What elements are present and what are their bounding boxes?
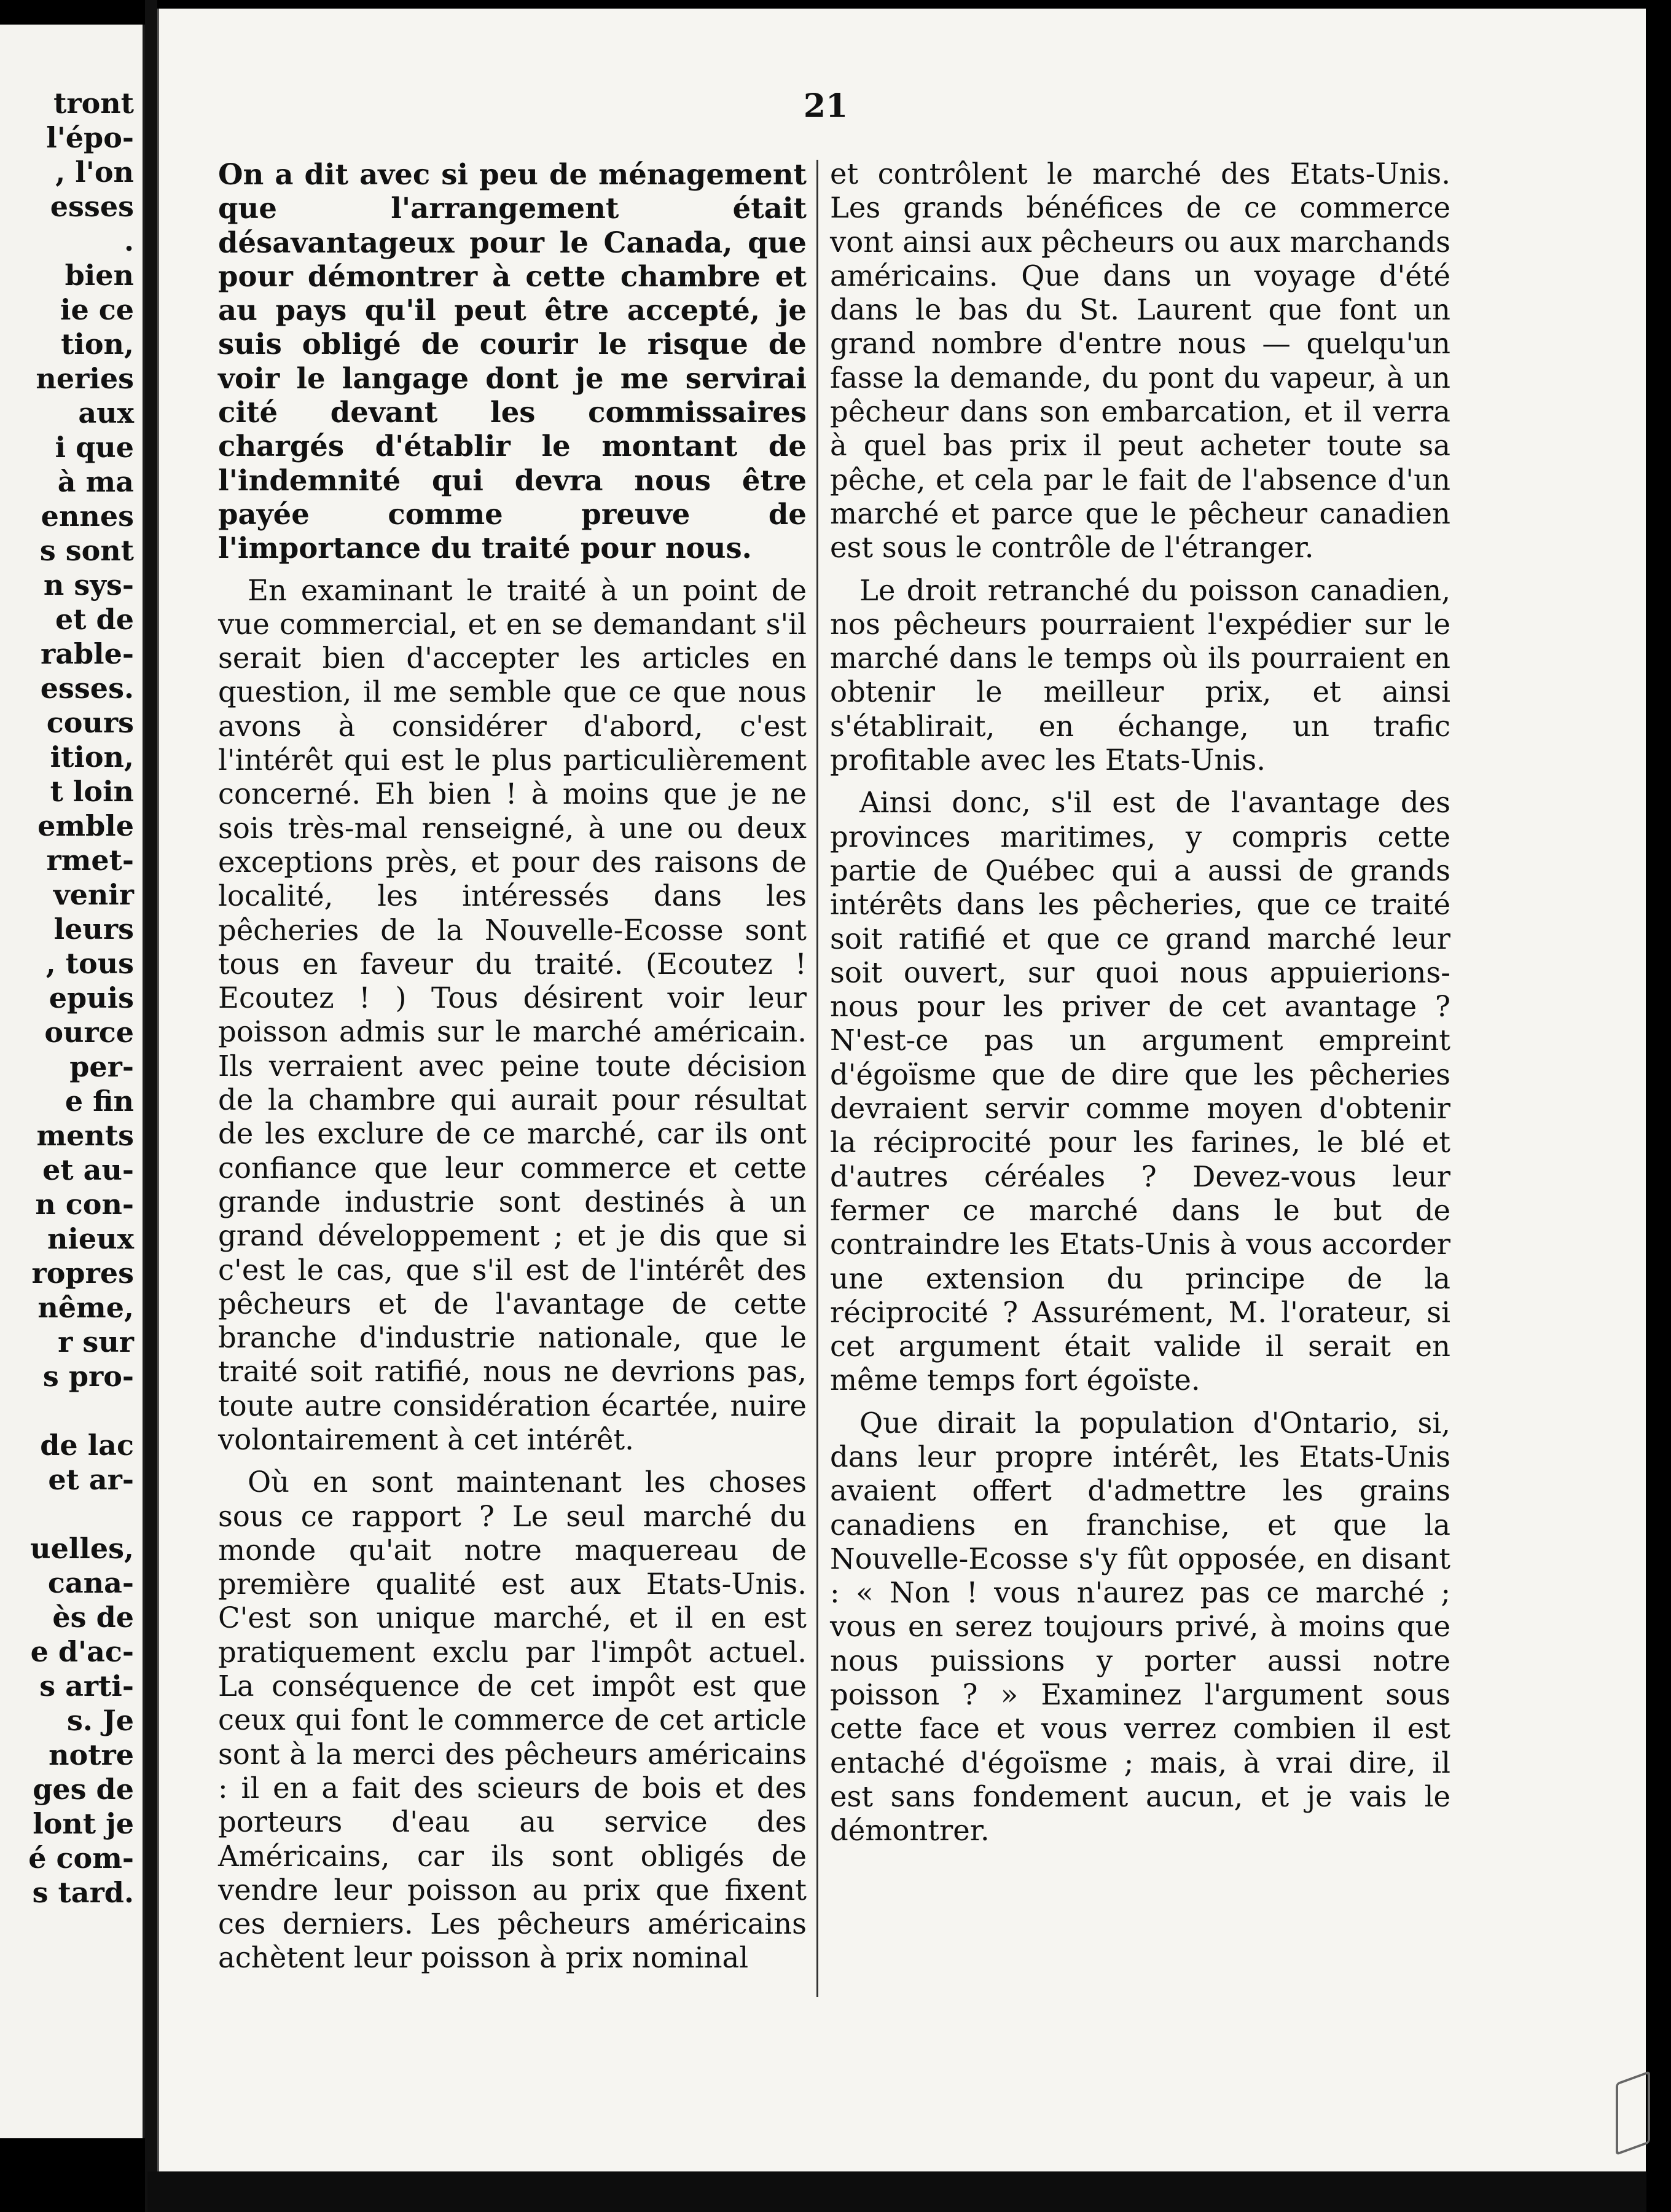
left-page-fragment-line: ropres	[31, 1257, 134, 1290]
left-page-fragment-line: ennes	[41, 500, 134, 533]
paragraph: Ainsi donc, s'il est de l'avantage des provinces maritimes, y compris cette partie de Québec qui a aussi de grands intérêts dans les pêcheries, que ce traité soit ratifié et que ce grand marché leur soit ouvert, sur quoi nous appuierions-nous pour les priver de cet avantage ? N'est-ce pas un argument empreint d'égoïsme que de dire que les pêcheries devraient servir comme moyen d'obtenir la réciprocité pour les farines, le blé et d'autres céréales ? Devez-vous leur fermer ce marché dans le but de contraindre les Etats-Unis à vous accorder une extension du principe de la réciprocité ? Assurément, M. l'orateur, si cet argument était valide il serait en même temps fort égoïste.	[830, 786, 1450, 1397]
paragraph: En examinant le traité à un point de vue commercial, et en se demandant s'il serait bien d'accepter les articles en question, il me semble que ce que nous avons à considérer d'abord, c'est l'intérêt qui est le plus particulièrement concerné. Eh bien ! à moins que je ne sois très-mal renseigné, à une ou deux exceptions près, et pour des raisons de localité, les intéressés dans les pêcheries de la Nouvelle-Ecosse sont tous en faveur du traité. (Ecoutez ! Ecoutez ! ) Tous désirent voir leur poisson admis sur le marché américain. Ils verraient avec peine toute décision de la chambre qui aurait pour résultat de les exclure de ce marché, car ils ont confiance que leur commerce et cette grande industrie sont destinés à un grand développement ; et je dis que si c'est le cas, que s'il est de l'intérêt des pêcheurs et de l'avantage de cette branche d'industrie nationale, que le traité soit ratifié, nous ne devrions pas, toute autre considération écartée, nuire volontairement à cet intérêt.	[218, 573, 807, 1456]
left-page-fragment-line: s. Je	[67, 1704, 134, 1737]
left-page-fragment-line: cours	[46, 706, 134, 739]
left-page-fragment-line: e fin	[65, 1084, 134, 1118]
page-number: 21	[803, 87, 848, 125]
left-page-fragment-line: rable-	[40, 637, 134, 670]
left-column	[218, 157, 807, 1975]
paragraph: Que dirait la population d'Ontario, si, dans leur propre intérêt, les Etats-Unis avaient offert d'admettre les grains canadiens en franchise, et que la Nouvelle-Ecosse s'y fût opposée, en disant : « Non ! vous n'aurez pas ce marché ; vous en serez toujours privé, à moins que nous puissions y porter aussi notre poisson ? » Examinez l'argument sous cette face et vous verrez combien il est entaché d'égoïsme ; mais, à vrai dire, il est sans fondement aucun, et je vais le démontrer.	[830, 1406, 1450, 1848]
left-page-fragment-line: cana-	[47, 1566, 134, 1599]
left-page-fragment-line: bien	[65, 259, 134, 292]
left-page-edge	[0, 25, 145, 2138]
left-page-fragment-line: nême,	[37, 1291, 134, 1324]
left-page-fragment-line: esses	[50, 190, 134, 223]
left-page-fragment-line: lont je	[33, 1807, 134, 1840]
right-column	[830, 157, 1450, 1848]
left-page-fragment-line: esses.	[40, 672, 134, 705]
left-page-fragment-line: ments	[36, 1119, 134, 1152]
paragraph: Le droit retranché du poisson canadien, nos pêcheurs pourraient l'expédier sur le marché dans le temps où ils pourraient en obtenir le meilleur prix, et ainsi s'établirait, en échange, un trafic profitable avec les Etats-Unis.	[830, 573, 1450, 777]
left-page-fragment-line: , tous	[45, 947, 134, 980]
left-page-fragment-line: neries	[36, 362, 134, 395]
left-page-fragment-line: ès de	[52, 1601, 134, 1634]
left-page-fragment-line: l'épo-	[46, 121, 134, 154]
left-page-fragment-line: et de	[55, 603, 134, 636]
left-page-fragment-line: s arti-	[39, 1669, 134, 1703]
left-page-fragments	[11, 86, 134, 1910]
left-page-fragment-line: et ar-	[48, 1463, 134, 1496]
left-page-fragment-line: à ma	[57, 465, 134, 498]
left-page-fragment-line: i que	[55, 431, 134, 464]
left-page-fragment-line: ition,	[50, 740, 134, 774]
left-page-fragment-line: notre	[49, 1738, 134, 1771]
book-gutter	[145, 0, 157, 2212]
left-page-fragment-line: t loin	[50, 775, 134, 808]
paragraph: On a dit avec si peu de ménagement que l'arrangement était désavantageux pour le Canada, que pour démontrer à cette chambre et au pays qu'il peut être accepté, je suis obligé de courir le risque de voir le langage dont je me servirai cité devant les commissaires chargés d'établir le montant de l'indemnité qui devra nous être payée comme preuve de l'importance du traité pour nous.	[218, 157, 807, 565]
left-page-fragment-line: s pro-	[42, 1360, 134, 1393]
left-page-fragment-line: rmet-	[46, 844, 134, 877]
left-page-fragment-line: r sur	[58, 1325, 134, 1359]
left-page-fragment-line: n con-	[35, 1188, 134, 1221]
left-page-fragment-line: nieux	[47, 1222, 134, 1255]
left-page-fragment-line: aux	[78, 396, 134, 429]
left-page-fragment-line	[11, 1394, 134, 1428]
left-page-fragment-line: emble	[37, 809, 134, 842]
left-page-fragment-line: ges de	[33, 1773, 134, 1806]
page-curl-mark	[1616, 2071, 1650, 2155]
left-page-fragment-line: epuis	[49, 981, 134, 1014]
left-page-fragment-line	[11, 1497, 134, 1531]
left-page-fragment-line: tion,	[61, 327, 134, 361]
column-divider	[816, 160, 818, 1997]
left-page-fragment-line: .	[123, 224, 134, 257]
left-page-fragment-line: uelles,	[30, 1532, 134, 1565]
left-page-fragment-line: s sont	[39, 534, 134, 567]
main-page	[157, 9, 1646, 2171]
left-page-fragment-line: s tard.	[32, 1876, 134, 1909]
scan-bottom-edge	[147, 2171, 1646, 2212]
paragraph: et contrôlent le marché des Etats-Unis. Les grands bénéfices de ce commerce vont ainsi aux pêcheurs ou aux marchands américains. Que dans un voyage d'été dans le bas du St. Laurent que font un grand nombre d'entre nous — quelqu'un fasse la demande, du pont du vapeur, à un pêcheur dans son embarcation, et il verra à quel bas prix il peut acheter toute sa pêche, et cela par le fait de l'absence d'un marché et parce que le pêcheur canadien est sous le contrôle de l'étranger.	[830, 157, 1450, 565]
left-page-fragment-line: , l'on	[55, 155, 134, 189]
left-page-fragment-line: tront	[53, 87, 134, 120]
scan-right-edge	[1646, 0, 1671, 2212]
left-page-fragment-line: n sys-	[43, 568, 134, 602]
left-page-fragment-line: venir	[53, 878, 134, 911]
left-page-fragment-line: de lac	[40, 1429, 134, 1462]
left-page-fragment-line: ie ce	[60, 293, 134, 326]
left-page-fragment-line: et au-	[42, 1153, 134, 1186]
left-page-fragment-line: e d'ac-	[30, 1635, 134, 1668]
paragraph: Où en sont maintenant les choses sous ce rapport ? Le seul marché du monde qu'ait notre maquereau de première qualité est aux Etats-Unis. C'est son unique marché, et il en est pratiquement exclu par l'impôt actuel. La conséquence de cet impôt est que ceux qui font le commerce de cet article sont à la merci des pêcheurs américains : il en a fait des scieurs de bois et des porteurs d'eau au service des Américains, car ils sont obligés de vendre leur poisson au prix que fixent ces derniers. Les pêcheurs américains achètent leur poisson à prix nominal	[218, 1465, 807, 1975]
left-page-fragment-line: é com-	[28, 1841, 134, 1875]
left-page-fragment-line: per-	[69, 1050, 134, 1083]
left-page-fragment-line: leurs	[53, 912, 134, 946]
left-page-fragment-line: ource	[44, 1016, 134, 1049]
